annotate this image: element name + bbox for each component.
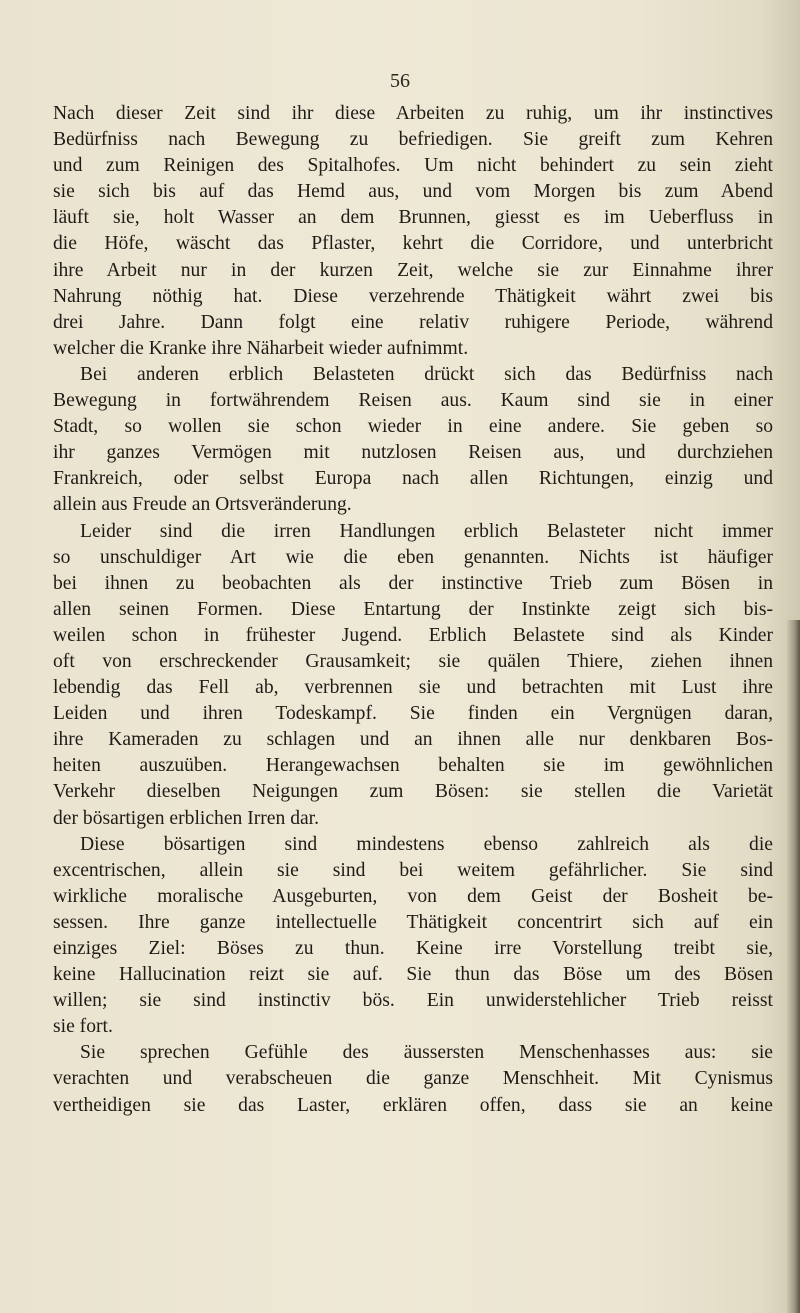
- text-line: Frankreich, oder selbst Europa nach allen Richtungen, einzig und: [53, 468, 773, 490]
- text-line: Bei anderen erblich Belasteten drückt sich das Bedürfniss nach: [80, 363, 773, 385]
- text-line: drei Jahre. Dann folgt eine relativ ruhigere Periode, während: [53, 311, 773, 333]
- text-line: sie fort.: [53, 1016, 113, 1038]
- text-line: wirkliche moralische Ausgeburten, von dem Geist der Bosheit be-: [53, 885, 773, 907]
- text-line: und zum Reinigen des Spitalhofes. Um nicht behindert zu sein zieht: [53, 155, 773, 177]
- text-line: einziges Ziel: Böses zu thun. Keine irre Vorstellung treibt sie,: [53, 938, 773, 959]
- text-line: Nahrung nöthig hat. Diese verzehrende Thätigkeit währt zwei bis: [53, 285, 773, 307]
- text-line: welcher die Kranke ihre Näharbeit wieder aufnimmt.: [53, 337, 469, 359]
- text-line: bei ihnen zu beobachten als der instinctive Trieb zum Bösen in: [53, 572, 773, 594]
- text-line: ihr ganzes Vermögen mit nutzlosen Reisen aus, und durchziehen: [53, 442, 773, 464]
- text-line: sessen. Ihre ganze intellectuelle Thätigkeit concentrirt sich auf ein: [53, 911, 773, 933]
- text-line: vertheidigen sie das Laster, erklären offen, dass sie an keine: [53, 1094, 773, 1116]
- text-line: verachten und verabscheuen die ganze Menschheit. Mit Cynismus: [53, 1068, 773, 1090]
- text-line: Bedürfniss nach Bewegung zu befriedigen. Sie greift zum Kehren: [53, 129, 773, 151]
- page-edge-shadow: [786, 620, 800, 1313]
- text-line: die Höfe, wäscht das Pflaster, kehrt die Corridore, und unterbricht: [53, 233, 773, 255]
- text-line: allen seinen Formen. Diese Entartung der Instinkte zeigt sich bis-: [53, 598, 773, 620]
- text-line: Diese bösartigen sind mindestens ebenso zahlreich als die: [80, 833, 773, 855]
- page-number: 56: [390, 70, 410, 92]
- text-line: allein aus Freude an Ortsveränderung.: [53, 494, 352, 516]
- text-line: Stadt, so wollen sie schon wieder in eine andere. Sie geben so: [53, 416, 773, 438]
- text-line: oft von erschreckender Grausamkeit; sie quälen Thiere, ziehen ihnen: [53, 650, 773, 672]
- text-line: Bewegung in fortwährendem Reisen aus. Kaum sind sie in einer: [53, 390, 773, 412]
- text-line: keine Hallucination reizt sie auf. Sie thun das Böse um des Bösen: [53, 964, 773, 986]
- text-line: Nach dieser Zeit sind ihr diese Arbeiten zu ruhig, um ihr instinctives: [53, 103, 773, 124]
- text-line: der bösartigen erblichen Irren dar.: [53, 807, 320, 829]
- text-line: sie sich bis auf das Hemd aus, und vom Morgen bis zum Abend: [53, 181, 773, 203]
- text-line: Verkehr dieselben Neigungen zum Bösen: sie stellen die Varietät: [53, 781, 773, 803]
- text-line: ihre Arbeit nur in der kurzen Zeit, welche sie zur Einnahme ihrer: [53, 259, 773, 281]
- text-line: weilen schon in frühester Jugend. Erblich Belastete sind als Kinder: [53, 624, 773, 646]
- text-line: willen; sie sind instinctiv bös. Ein unwiderstehlicher Trieb reisst: [53, 990, 773, 1012]
- text-line: ihre Kameraden zu schlagen und an ihnen alle nur denkbaren Bos-: [53, 729, 773, 751]
- text-line: so unschuldiger Art wie die eben genannten. Nichts ist häufiger: [53, 546, 773, 568]
- body-text: [53, 101, 773, 1119]
- text-line: Sie sprechen Gefühle des äussersten Menschenhasses aus: sie: [80, 1042, 773, 1064]
- text-line: Leider sind die irren Handlungen erblich Belasteter nicht immer: [80, 520, 773, 542]
- text-line: excentrischen, allein sie sind bei weitem gefährlicher. Sie sind: [53, 859, 773, 881]
- text-line: heiten auszuüben. Herangewachsen behalten sie im gewöhnlichen: [53, 755, 773, 777]
- text-line: läuft sie, holt Wasser an dem Brunnen, giesst es im Ueberfluss in: [53, 207, 773, 229]
- text-line: lebendig das Fell ab, verbrennen sie und betrachten mit Lust ihre: [53, 677, 773, 699]
- text-line: Leiden und ihren Todeskampf. Sie finden ein Vergnügen daran,: [53, 703, 773, 725]
